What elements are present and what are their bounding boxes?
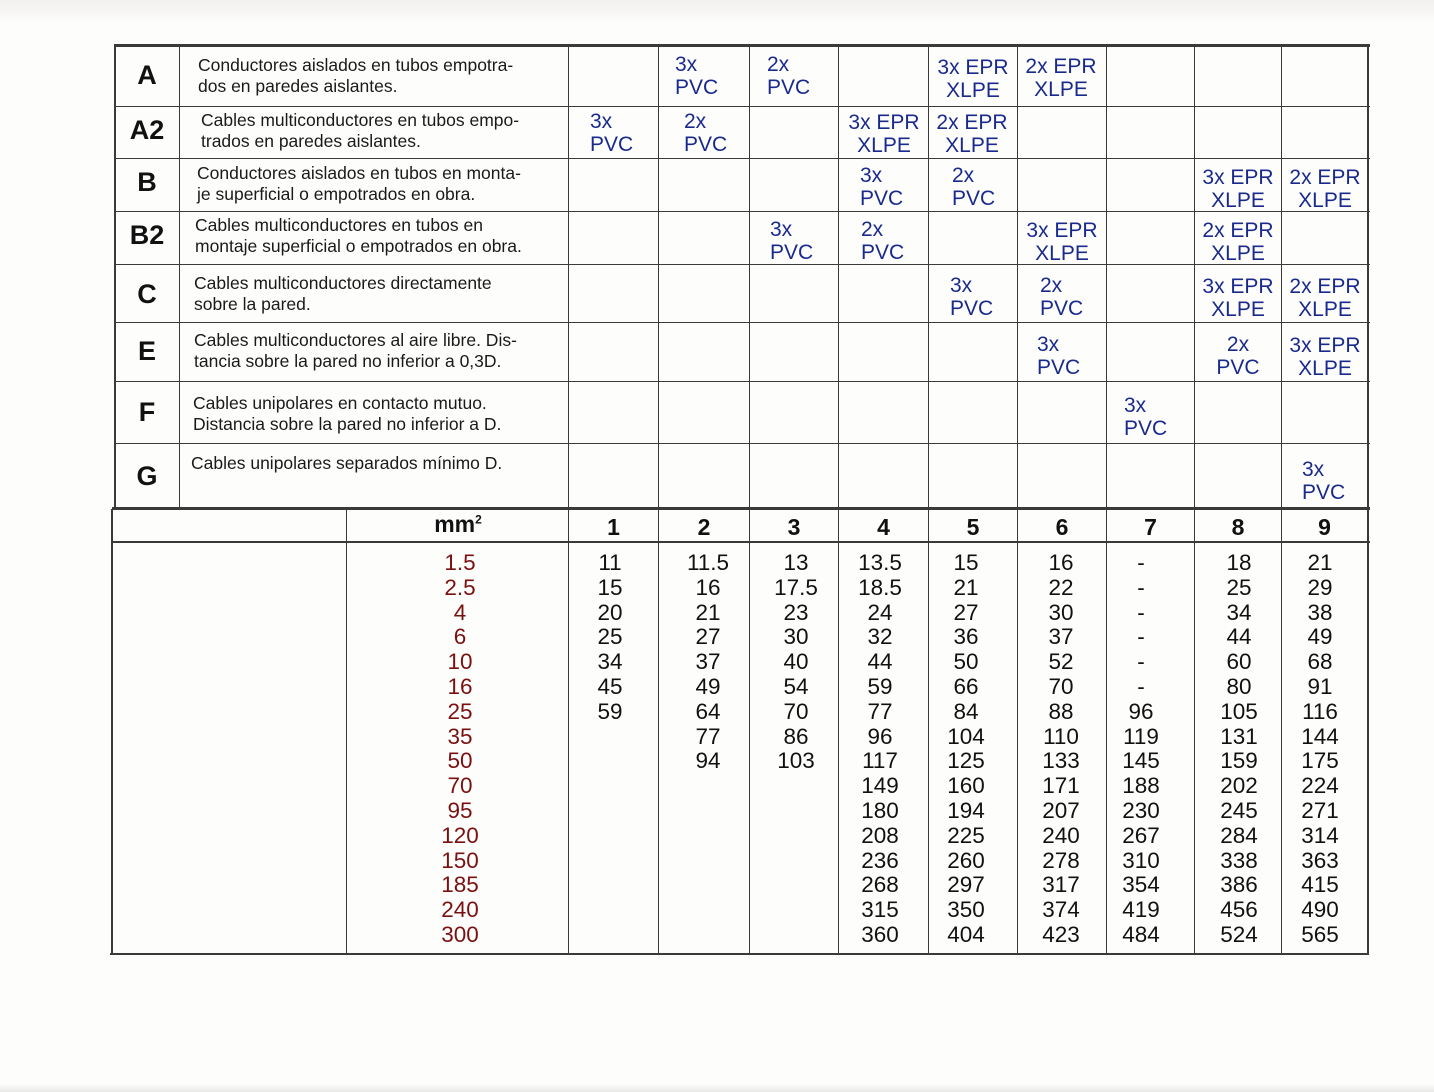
section-value: 4 <box>453 599 467 625</box>
cable-type-label <box>1124 394 1167 440</box>
description-line: Distancia sobre la pared no inferior a D. <box>193 414 502 434</box>
section-value: 70 <box>447 773 473 799</box>
ampacity-value: 29 <box>1307 574 1333 600</box>
ampacity-value: 70 <box>1048 673 1074 699</box>
ampacity-value: 363 <box>1301 847 1339 873</box>
row-letter-b: B <box>137 167 157 197</box>
section-value: 150 <box>441 847 479 873</box>
header-divider <box>112 507 1370 510</box>
ampacity-value: 350 <box>947 897 985 923</box>
ampacity-value: 236 <box>861 847 899 873</box>
ampacity-value: 310 <box>1122 847 1160 873</box>
ampacity-value: 68 <box>1307 649 1333 675</box>
cable-type-text: XLPE <box>1298 357 1352 380</box>
ampacity-value: 18.5 <box>858 574 902 600</box>
ampacity-value: 49 <box>695 673 721 699</box>
ampacity-value: 317 <box>1042 872 1080 898</box>
table-border-left <box>111 509 113 955</box>
ampacity-value: 133 <box>1042 748 1080 774</box>
cable-type-text: XLPE <box>945 134 999 157</box>
scan-edge-top <box>0 0 1434 24</box>
ampacity-value: 50 <box>953 649 979 675</box>
ampacity-value: 86 <box>783 723 809 749</box>
cable-type-label <box>861 218 904 264</box>
ampacity-value: 315 <box>861 897 899 923</box>
ampacity-value: 159 <box>1220 748 1258 774</box>
cable-type-text: 2x <box>861 218 884 241</box>
cable-type-label <box>929 111 1015 157</box>
cable-type-label <box>1019 219 1105 265</box>
ampacity-value: 314 <box>1301 822 1339 848</box>
ampacity-value: 338 <box>1220 847 1258 873</box>
table-border-bottom <box>110 953 1368 955</box>
ampacity-value: 297 <box>947 872 985 898</box>
section-list <box>400 551 520 948</box>
cable-type-text: 3x <box>860 164 883 187</box>
ampacity-column-5 <box>922 551 1010 948</box>
cable-type-text: 3x <box>590 110 613 133</box>
row-description <box>193 393 501 435</box>
ampacity-value: 117 <box>862 748 898 774</box>
cable-type-text: XLPE <box>1298 189 1352 212</box>
ampacity-value: 70 <box>783 698 809 724</box>
ampacity-value: 404 <box>947 921 985 947</box>
description-line: Cables multiconductores directamente <box>194 273 492 293</box>
table-border-right <box>1367 44 1369 955</box>
cable-type-label <box>684 110 727 156</box>
ampacity-value: 267 <box>1122 822 1160 848</box>
cable-type-text: 3x EPR <box>937 56 1009 79</box>
ampacity-value: 96 <box>867 723 893 749</box>
cable-type-label <box>1196 275 1280 321</box>
ampacity-value: 271 <box>1301 797 1339 823</box>
ampacity-value: 11.5 <box>686 550 730 575</box>
ampacity-value: 110 <box>1043 723 1079 749</box>
ampacity-value: 52 <box>1048 649 1074 675</box>
header-divider <box>112 541 1370 543</box>
row-description <box>195 215 522 257</box>
ampacity-value: 24 <box>867 599 893 625</box>
cable-type-text: XLPE <box>1034 78 1088 101</box>
column-header: 7 <box>1144 514 1157 540</box>
row-letter-f: F <box>138 397 156 427</box>
ampacity-value: 16 <box>1048 550 1074 575</box>
cable-type-text: 2x <box>767 53 790 76</box>
cable-type-text: PVC <box>675 76 719 99</box>
col-divider <box>346 509 347 955</box>
ampacity-value: 36 <box>953 624 979 650</box>
column-header: 9 <box>1318 514 1331 540</box>
ampacity-value: 490 <box>1301 897 1339 923</box>
section-value: 300 <box>441 921 479 947</box>
cable-type-label <box>952 164 995 210</box>
ampacity-value: 37 <box>1048 624 1074 650</box>
ampacity-value: 84 <box>953 698 979 724</box>
cable-type-text: PVC <box>1040 297 1084 320</box>
cable-type-text: 2x EPR <box>1289 275 1361 298</box>
ampacity-value: 278 <box>1042 847 1080 873</box>
section-value: 16 <box>447 673 473 699</box>
ampacity-value: 94 <box>695 748 721 774</box>
ampacity-value: 354 <box>1122 872 1160 898</box>
col-divider <box>179 44 180 509</box>
ampacity-column-4 <box>836 551 924 948</box>
ampacity-value: 54 <box>783 673 809 699</box>
row-description <box>198 55 513 97</box>
column-header: 2 <box>697 514 711 540</box>
row-letter-b2: B2 <box>129 220 165 250</box>
description-line: sobre la pared. <box>194 294 311 314</box>
ampacity-value: - <box>1137 599 1145 625</box>
col-divider <box>568 44 569 955</box>
ampacity-value: 77 <box>867 698 893 724</box>
cable-type-label <box>1040 274 1083 320</box>
row-description <box>194 273 492 315</box>
table-border-left <box>114 44 116 509</box>
ampacity-value: - <box>1137 649 1145 675</box>
ampacity-value: 144 <box>1301 723 1339 749</box>
ampacity-value: 230 <box>1122 797 1160 823</box>
ampacity-value: 66 <box>953 673 979 699</box>
ampacity-value: 21 <box>695 599 721 625</box>
ampacity-value: 484 <box>1122 921 1160 947</box>
ampacity-value: 423 <box>1042 921 1080 947</box>
cable-type-text: 3x EPR <box>1289 334 1361 357</box>
ampacity-value: 38 <box>1307 599 1333 625</box>
cable-type-label <box>1283 275 1367 321</box>
cable-type-text: 3x EPR <box>1202 275 1274 298</box>
row-description <box>197 163 521 205</box>
ampacity-value: 149 <box>861 773 899 799</box>
cable-type-text: PVC <box>950 297 994 320</box>
ampacity-value: 13.5 <box>858 550 902 575</box>
ampacity-column-6 <box>1017 551 1105 948</box>
cable-type-text: XLPE <box>1211 298 1265 321</box>
cable-type-text: XLPE <box>1298 298 1352 321</box>
column-header: 8 <box>1231 514 1245 540</box>
ampacity-value: 45 <box>597 673 623 699</box>
cable-type-label <box>1302 458 1345 504</box>
row-description <box>194 330 517 372</box>
ampacity-value: 207 <box>1042 797 1080 823</box>
ampacity-column-7 <box>1097 551 1185 948</box>
ampacity-value: 22 <box>1048 574 1074 600</box>
ampacity-value: 59 <box>597 698 623 724</box>
ampacity-value: - <box>1137 550 1145 575</box>
cable-type-text: 2x <box>1226 333 1250 356</box>
ampacity-value: 91 <box>1307 673 1333 699</box>
cable-type-label <box>1196 333 1280 379</box>
ampacity-column-2 <box>664 551 752 774</box>
cable-type-text: PVC <box>590 133 634 156</box>
cable-type-text: PVC <box>1302 481 1346 504</box>
ampacity-value: 224 <box>1301 773 1339 799</box>
cable-type-text: PVC <box>1216 356 1260 379</box>
column-header: 5 <box>966 514 980 540</box>
ampacity-value: 374 <box>1042 897 1080 923</box>
section-value: 35 <box>447 723 473 749</box>
cable-type-text: XLPE <box>1035 242 1089 265</box>
ampacity-value: 225 <box>947 822 985 848</box>
ampacity-value: 21 <box>953 574 979 600</box>
ampacity-value: 456 <box>1220 897 1258 923</box>
section-value: 50 <box>447 748 473 774</box>
row-divider <box>114 106 1370 107</box>
section-value: 240 <box>441 897 479 923</box>
ampacity-value: 34 <box>597 649 623 675</box>
description-line: Cables multiconductores en tubos en <box>195 215 483 235</box>
ampacity-value: 21 <box>1307 550 1333 575</box>
row-description <box>201 110 519 152</box>
cable-type-text: PVC <box>861 241 905 264</box>
description-line: Cables unipolares separados mínimo D. <box>191 453 503 473</box>
section-value: 25 <box>447 698 473 724</box>
ampacity-value: 180 <box>861 797 899 823</box>
ampacity-column-3 <box>752 551 840 774</box>
cable-type-label <box>950 274 993 320</box>
ampacity-value: - <box>1137 624 1145 650</box>
section-value: 95 <box>447 797 473 823</box>
cable-type-label <box>860 164 903 210</box>
cable-type-label <box>1037 333 1080 379</box>
cable-type-label <box>1283 334 1367 380</box>
section-value: 1.5 <box>444 550 476 575</box>
cable-type-text: PVC <box>1037 356 1081 379</box>
ampacity-value: 25 <box>597 624 623 650</box>
cable-type-text: XLPE <box>1211 242 1265 265</box>
ampacity-value: 245 <box>1220 797 1258 823</box>
cable-type-label <box>930 56 1016 102</box>
ampacity-value: - <box>1137 574 1145 600</box>
ampacity-value: - <box>1137 673 1145 699</box>
cable-type-text: 2x EPR <box>936 111 1008 134</box>
description-line: je superficial o empotrados en obra. <box>197 184 476 204</box>
cable-type-text: 3x EPR <box>1026 219 1098 242</box>
ampacity-value: 13 <box>783 550 809 575</box>
cable-type-text: 3x <box>1037 333 1060 356</box>
cable-type-text: 2x <box>1040 274 1063 297</box>
ampacity-value: 23 <box>783 599 809 625</box>
row-divider <box>114 264 1370 265</box>
ampacity-value: 77 <box>695 723 721 749</box>
ampacity-value: 145 <box>1122 748 1160 774</box>
ampacity-value: 37 <box>695 649 721 675</box>
cable-type-text: 2x <box>684 110 707 133</box>
cable-type-text: PVC <box>767 76 811 99</box>
ampacity-value: 15 <box>597 574 623 600</box>
ampacity-value: 524 <box>1220 921 1258 947</box>
ampacity-value: 27 <box>953 599 979 625</box>
ampacity-value: 20 <box>597 599 623 625</box>
section-value: 185 <box>441 872 479 898</box>
ampacity-value: 419 <box>1122 897 1160 923</box>
ampacity-value: 88 <box>1048 698 1074 724</box>
cable-type-label <box>675 53 718 99</box>
ampacity-value: 208 <box>861 822 899 848</box>
cable-type-text: 2x <box>952 164 975 187</box>
cable-type-text: XLPE <box>1211 189 1265 212</box>
ampacity-value: 80 <box>1226 673 1252 699</box>
ampacity-value: 40 <box>783 649 809 675</box>
col-divider <box>749 44 750 955</box>
ampacity-value: 30 <box>1048 599 1074 625</box>
ampacity-value: 17.5 <box>774 574 818 600</box>
ampacity-value: 160 <box>947 773 985 799</box>
ampacity-value: 34 <box>1226 599 1252 625</box>
ampacity-value: 105 <box>1220 698 1258 724</box>
ampacity-value: 44 <box>1226 624 1252 650</box>
cable-type-text: 3x <box>770 218 793 241</box>
row-divider <box>114 322 1370 323</box>
section-value: 2.5 <box>444 574 476 600</box>
ampacity-value: 32 <box>867 624 893 650</box>
row-divider <box>114 158 1370 159</box>
ampacity-value: 25 <box>1226 574 1252 600</box>
ampacity-value: 96 <box>1128 698 1154 724</box>
description-line: dos en paredes aislantes. <box>198 76 398 96</box>
ampacity-value: 175 <box>1301 748 1339 774</box>
cable-type-text: PVC <box>1124 417 1168 440</box>
ampacity-value: 44 <box>867 649 893 675</box>
cable-type-text: PVC <box>952 187 996 210</box>
ampacity-value: 188 <box>1122 773 1160 799</box>
row-letter-e: E <box>137 336 156 366</box>
cable-type-label <box>590 110 633 156</box>
ampacity-value: 360 <box>861 921 899 947</box>
cable-type-text: 2x EPR <box>1202 219 1274 242</box>
ampacity-value: 171 <box>1042 773 1080 799</box>
scan-edge-bottom <box>0 1084 1434 1092</box>
ampacity-value: 49 <box>1307 624 1333 650</box>
row-divider <box>114 381 1370 382</box>
cable-type-text: PVC <box>770 241 814 264</box>
ampacity-value: 260 <box>947 847 985 873</box>
row-letter-a2: A2 <box>129 115 165 145</box>
ampacity-value: 15 <box>953 550 979 575</box>
cable-type-label <box>1196 166 1280 212</box>
description-line: tancia sobre la pared no inferior a 0,3D. <box>194 351 502 371</box>
ampacity-value: 119 <box>1123 723 1159 749</box>
ampacity-column-1 <box>566 551 654 725</box>
cable-type-label <box>1283 166 1367 212</box>
description-line: Conductores aislados en tubos en monta- <box>197 163 521 183</box>
section-header: $mm^2$ <box>434 511 482 537</box>
row-letter-c: C <box>137 279 157 309</box>
row-divider <box>114 211 1370 212</box>
column-header: 4 <box>877 514 890 540</box>
section-value: 120 <box>441 822 479 848</box>
section-value: 10 <box>447 649 473 675</box>
cable-type-label <box>767 53 810 99</box>
cable-type-text: XLPE <box>946 79 1000 102</box>
cable-type-text: 3x EPR <box>848 111 920 134</box>
ampacity-value: 415 <box>1301 872 1339 898</box>
ampacity-value: 16 <box>695 574 721 600</box>
ampacity-column-8 <box>1195 551 1283 948</box>
ampacity-value: 268 <box>861 872 899 898</box>
cable-type-label <box>1018 55 1104 101</box>
cable-type-label <box>841 111 927 157</box>
ampacity-value: 60 <box>1226 649 1252 675</box>
description-line: Conductores aislados en tubos empotra- <box>198 55 514 75</box>
cable-type-text: 3x <box>675 53 698 76</box>
ampacity-value: 125 <box>947 748 985 774</box>
ampacity-value: 104 <box>947 723 985 749</box>
column-header: 1 <box>607 514 620 540</box>
ampacity-column-9 <box>1276 551 1364 948</box>
ampacity-value: 202 <box>1220 773 1258 799</box>
cable-type-text: 3x <box>1124 394 1147 417</box>
cable-type-text: 2x EPR <box>1025 55 1097 78</box>
description-line: Cables multiconductores al aire libre. Dis- <box>194 330 517 350</box>
ampacity-value: 30 <box>783 624 809 650</box>
description-line: trados en paredes aislantes. <box>201 131 421 151</box>
col-divider <box>658 44 659 955</box>
cable-type-label <box>770 218 813 264</box>
ampacity-value: 131 <box>1220 723 1258 749</box>
ampacity-value: 116 <box>1302 698 1338 724</box>
ampacity-value: 18 <box>1226 550 1252 575</box>
cable-type-text: 2x EPR <box>1289 166 1361 189</box>
cable-type-text: PVC <box>684 133 728 156</box>
cable-type-text: 3x <box>1302 458 1325 481</box>
ampacity-value: 27 <box>695 624 721 650</box>
ampacity-value: 284 <box>1220 822 1258 848</box>
ampacity-value: 103 <box>777 748 815 774</box>
description-line: Cables multiconductores en tubos empo- <box>201 110 520 130</box>
cable-type-text: 3x <box>950 274 973 297</box>
ampacity-value: 59 <box>867 673 893 699</box>
ampacity-value: 64 <box>695 698 721 724</box>
cable-type-text: 3x EPR <box>1202 166 1274 189</box>
cable-type-label <box>1196 219 1280 265</box>
description-line: montaje superficial o empotrados en obra. <box>195 236 522 256</box>
column-header: 3 <box>787 514 801 540</box>
description-line: Cables unipolares en contacto mutuo. <box>193 393 487 413</box>
ampacity-value: 194 <box>947 797 985 823</box>
row-divider <box>114 443 1370 444</box>
ampacity-value: 565 <box>1301 921 1339 947</box>
section-value: 6 <box>453 624 467 650</box>
ampacity-value: 240 <box>1042 822 1080 848</box>
cable-type-text: XLPE <box>857 134 911 157</box>
ampacity-value: 386 <box>1220 872 1258 898</box>
ampacity-value: 11 <box>598 550 622 575</box>
row-description <box>191 453 502 474</box>
table-border-top <box>114 44 1370 47</box>
row-letter-g: G <box>136 461 158 491</box>
row-letter-a: A <box>137 60 157 90</box>
cable-type-text: PVC <box>860 187 904 210</box>
column-header: 6 <box>1055 514 1069 540</box>
